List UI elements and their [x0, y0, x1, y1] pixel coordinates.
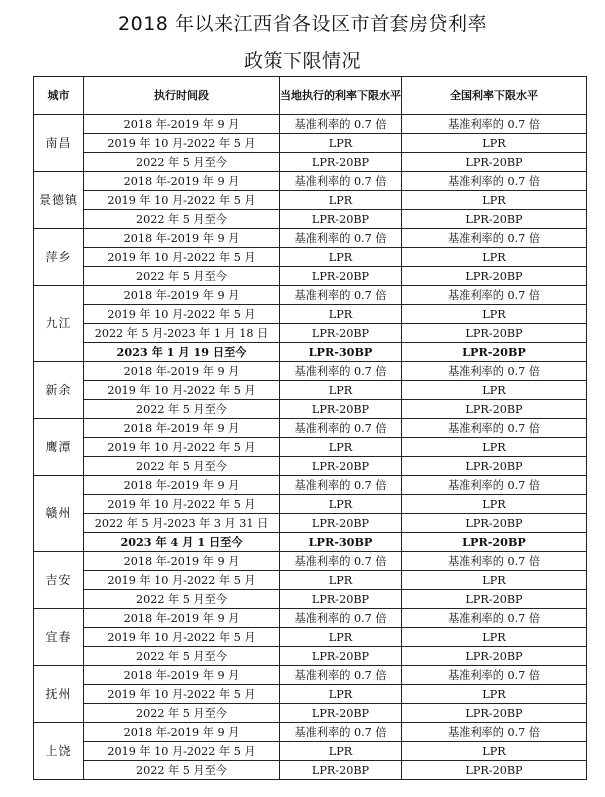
- national-floor-cell: LPR-20BP: [402, 457, 587, 476]
- national-floor-cell: 基准利率的 0.7 倍: [402, 419, 587, 438]
- national-floor-cell: 基准利率的 0.7 倍: [402, 609, 587, 628]
- period-cell: 2018 年-2019 年 9 月: [84, 666, 280, 685]
- local-floor-cell: LPR-20BP: [280, 514, 402, 533]
- city-cell: 抚州: [34, 666, 84, 723]
- table-row: [34, 286, 587, 305]
- table-row: [34, 590, 587, 609]
- national-floor-cell: LPR-20BP: [402, 343, 587, 362]
- local-floor-cell: LPR-30BP: [280, 533, 402, 552]
- table-row: [34, 571, 587, 590]
- period-cell: 2019 年 10 月-2022 年 5 月: [84, 495, 280, 514]
- local-floor-cell: LPR: [280, 381, 402, 400]
- national-floor-cell: LPR: [402, 438, 587, 457]
- local-floor-cell: 基准利率的 0.7 倍: [280, 286, 402, 305]
- table-row: [34, 343, 587, 362]
- local-floor-cell: 基准利率的 0.7 倍: [280, 172, 402, 191]
- local-floor-cell: 基准利率的 0.7 倍: [280, 115, 402, 134]
- period-cell: 2019 年 10 月-2022 年 5 月: [84, 134, 280, 153]
- national-floor-cell: LPR: [402, 134, 587, 153]
- national-floor-cell: LPR-20BP: [402, 761, 587, 780]
- local-floor-cell: LPR-20BP: [280, 457, 402, 476]
- local-floor-cell: LPR: [280, 248, 402, 267]
- local-floor-cell: LPR: [280, 742, 402, 761]
- period-cell: 2022 年 5 月至今: [84, 400, 280, 419]
- table-row: [34, 267, 587, 286]
- period-cell: 2018 年-2019 年 9 月: [84, 723, 280, 742]
- period-cell: 2018 年-2019 年 9 月: [84, 172, 280, 191]
- local-floor-cell: LPR-30BP: [280, 343, 402, 362]
- period-cell: 2019 年 10 月-2022 年 5 月: [84, 571, 280, 590]
- local-floor-cell: LPR-20BP: [280, 590, 402, 609]
- national-floor-cell: LPR-20BP: [402, 533, 587, 552]
- table-row: [34, 419, 587, 438]
- national-floor-cell: LPR: [402, 248, 587, 267]
- table-row: [34, 685, 587, 704]
- national-floor-cell: LPR: [402, 742, 587, 761]
- table-row: [34, 172, 587, 191]
- local-floor-cell: LPR-20BP: [280, 210, 402, 229]
- local-floor-cell: LPR: [280, 305, 402, 324]
- table-row: [34, 400, 587, 419]
- period-cell: 2018 年-2019 年 9 月: [84, 115, 280, 134]
- local-floor-cell: LPR-20BP: [280, 324, 402, 343]
- period-cell: 2022 年 5 月至今: [84, 761, 280, 780]
- local-floor-cell: 基准利率的 0.7 倍: [280, 609, 402, 628]
- national-floor-cell: 基准利率的 0.7 倍: [402, 723, 587, 742]
- national-floor-cell: LPR-20BP: [402, 267, 587, 286]
- local-floor-cell: LPR: [280, 571, 402, 590]
- national-floor-cell: LPR: [402, 571, 587, 590]
- period-cell: 2018 年-2019 年 9 月: [84, 476, 280, 495]
- period-cell: 2022 年 5 月-2023 年 1 月 18 日: [84, 324, 280, 343]
- period-cell: 2022 年 5 月至今: [84, 210, 280, 229]
- period-cell: 2019 年 10 月-2022 年 5 月: [84, 742, 280, 761]
- table-row: [34, 533, 587, 552]
- local-floor-cell: LPR: [280, 495, 402, 514]
- city-cell: 赣州: [34, 476, 84, 552]
- table-row: [34, 457, 587, 476]
- table-row: [34, 761, 587, 780]
- period-cell: 2018 年-2019 年 9 月: [84, 362, 280, 381]
- local-floor-cell: 基准利率的 0.7 倍: [280, 723, 402, 742]
- national-floor-cell: 基准利率的 0.7 倍: [402, 362, 587, 381]
- city-cell: 九江: [34, 286, 84, 362]
- national-floor-cell: LPR: [402, 685, 587, 704]
- period-cell: 2019 年 10 月-2022 年 5 月: [84, 381, 280, 400]
- local-floor-cell: 基准利率的 0.7 倍: [280, 476, 402, 495]
- table-row: [34, 666, 587, 685]
- table-row: [34, 609, 587, 628]
- national-floor-cell: LPR: [402, 628, 587, 647]
- table-row: [34, 647, 587, 666]
- city-cell: 吉安: [34, 552, 84, 609]
- period-cell: 2022 年 5 月至今: [84, 590, 280, 609]
- header-period: 执行时间段: [84, 77, 280, 115]
- local-floor-cell: 基准利率的 0.7 倍: [280, 552, 402, 571]
- table-row: [34, 552, 587, 571]
- national-floor-cell: LPR-20BP: [402, 647, 587, 666]
- mortgage-rate-table: [33, 76, 587, 780]
- table-row: [34, 115, 587, 134]
- city-cell: 鹰潭: [34, 419, 84, 476]
- local-floor-cell: LPR-20BP: [280, 267, 402, 286]
- table-row: [34, 191, 587, 210]
- table-header-row: [34, 77, 587, 115]
- national-floor-cell: 基准利率的 0.7 倍: [402, 666, 587, 685]
- document-subtitle: 政策下限情况: [243, 50, 361, 72]
- period-cell: 2018 年-2019 年 9 月: [84, 609, 280, 628]
- period-cell: 2022 年 5 月至今: [84, 153, 280, 172]
- table-row: [34, 476, 587, 495]
- national-floor-cell: 基准利率的 0.7 倍: [402, 552, 587, 571]
- national-floor-cell: LPR-20BP: [402, 704, 587, 723]
- table-row: [34, 704, 587, 723]
- local-floor-cell: LPR: [280, 191, 402, 210]
- national-floor-cell: 基准利率的 0.7 倍: [402, 115, 587, 134]
- period-cell: 2019 年 10 月-2022 年 5 月: [84, 248, 280, 267]
- table-row: [34, 628, 587, 647]
- header-national-floor: 全国利率下限水平: [402, 77, 587, 115]
- local-floor-cell: LPR: [280, 628, 402, 647]
- national-floor-cell: LPR: [402, 381, 587, 400]
- national-floor-cell: LPR: [402, 495, 587, 514]
- local-floor-cell: LPR: [280, 685, 402, 704]
- period-cell: 2018 年-2019 年 9 月: [84, 552, 280, 571]
- document-title: 2018 年以来江西省各设区市首套房贷利率: [118, 13, 487, 35]
- table-row: [34, 305, 587, 324]
- local-floor-cell: 基准利率的 0.7 倍: [280, 419, 402, 438]
- table-row: [34, 723, 587, 742]
- local-floor-cell: LPR: [280, 438, 402, 457]
- city-cell: 上饶: [34, 723, 84, 780]
- period-cell: 2023 年 4 月 1 日至今: [84, 533, 280, 552]
- table-row: [34, 514, 587, 533]
- city-cell: 萍乡: [34, 229, 84, 286]
- national-floor-cell: 基准利率的 0.7 倍: [402, 229, 587, 248]
- period-cell: 2018 年-2019 年 9 月: [84, 419, 280, 438]
- table-row: [34, 438, 587, 457]
- local-floor-cell: 基准利率的 0.7 倍: [280, 362, 402, 381]
- national-floor-cell: LPR-20BP: [402, 210, 587, 229]
- local-floor-cell: LPR-20BP: [280, 153, 402, 172]
- period-cell: 2022 年 5 月-2023 年 3 月 31 日: [84, 514, 280, 533]
- city-cell: 南昌: [34, 115, 84, 172]
- table-row: [34, 742, 587, 761]
- period-cell: 2022 年 5 月至今: [84, 704, 280, 723]
- table-row: [34, 248, 587, 267]
- table-row: [34, 229, 587, 248]
- national-floor-cell: 基准利率的 0.7 倍: [402, 172, 587, 191]
- table-row: [34, 134, 587, 153]
- period-cell: 2019 年 10 月-2022 年 5 月: [84, 305, 280, 324]
- period-cell: 2022 年 5 月至今: [84, 267, 280, 286]
- local-floor-cell: LPR: [280, 134, 402, 153]
- national-floor-cell: 基准利率的 0.7 倍: [402, 476, 587, 495]
- header-local-floor: 当地执行的利率下限水平: [280, 77, 402, 115]
- table-row: [34, 362, 587, 381]
- period-cell: 2022 年 5 月至今: [84, 457, 280, 476]
- table-body: [34, 115, 587, 780]
- table-row: [34, 153, 587, 172]
- local-floor-cell: LPR-20BP: [280, 761, 402, 780]
- national-floor-cell: LPR-20BP: [402, 400, 587, 419]
- city-cell: 景德镇: [34, 172, 84, 229]
- local-floor-cell: LPR-20BP: [280, 647, 402, 666]
- table-row: [34, 324, 587, 343]
- table-row: [34, 381, 587, 400]
- header-city: 城市: [34, 77, 84, 115]
- local-floor-cell: LPR-20BP: [280, 400, 402, 419]
- national-floor-cell: LPR-20BP: [402, 324, 587, 343]
- local-floor-cell: LPR-20BP: [280, 704, 402, 723]
- city-cell: 新余: [34, 362, 84, 419]
- period-cell: 2023 年 1 月 19 日至今: [84, 343, 280, 362]
- national-floor-cell: LPR-20BP: [402, 153, 587, 172]
- period-cell: 2018 年-2019 年 9 月: [84, 286, 280, 305]
- period-cell: 2019 年 10 月-2022 年 5 月: [84, 438, 280, 457]
- table-row: [34, 210, 587, 229]
- period-cell: 2019 年 10 月-2022 年 5 月: [84, 685, 280, 704]
- city-cell: 宜春: [34, 609, 84, 666]
- national-floor-cell: LPR-20BP: [402, 514, 587, 533]
- national-floor-cell: LPR: [402, 191, 587, 210]
- period-cell: 2019 年 10 月-2022 年 5 月: [84, 191, 280, 210]
- national-floor-cell: 基准利率的 0.7 倍: [402, 286, 587, 305]
- period-cell: 2022 年 5 月至今: [84, 647, 280, 666]
- period-cell: 2018 年-2019 年 9 月: [84, 229, 280, 248]
- national-floor-cell: LPR-20BP: [402, 590, 587, 609]
- table-row: [34, 495, 587, 514]
- local-floor-cell: 基准利率的 0.7 倍: [280, 666, 402, 685]
- period-cell: 2019 年 10 月-2022 年 5 月: [84, 628, 280, 647]
- national-floor-cell: LPR: [402, 305, 587, 324]
- local-floor-cell: 基准利率的 0.7 倍: [280, 229, 402, 248]
